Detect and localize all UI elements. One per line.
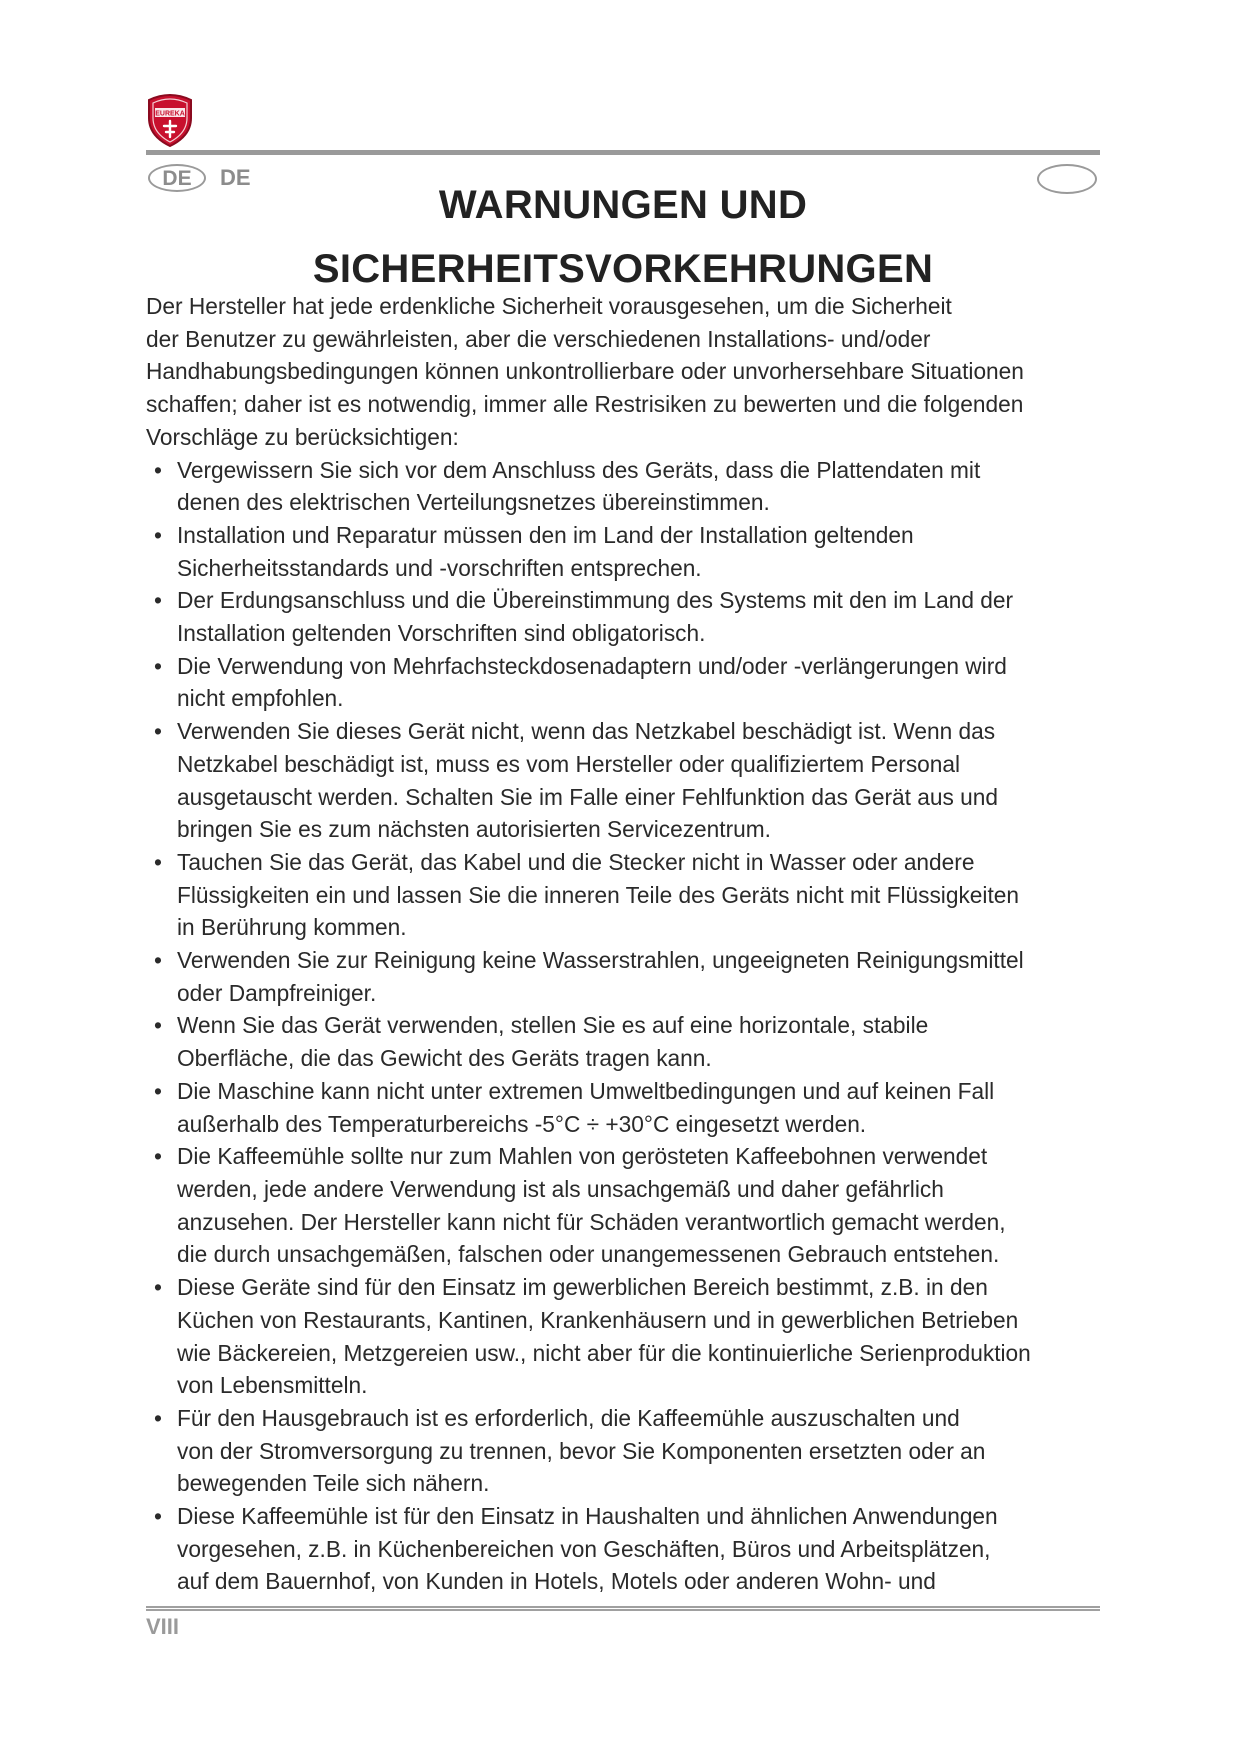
item-line: werden, jede andere Verwendung ist als unsachgemäß und daher gefährlich	[177, 1175, 944, 1202]
item-line: denen des elektrischen Verteilungsnetzes übereinstimmen.	[177, 489, 770, 516]
warning-list	[146, 454, 1106, 1599]
document-body	[146, 290, 1106, 1598]
logo-brand-text: EUREKA	[155, 110, 185, 118]
item-line: die durch unsachgemäßen, falschen oder unangemessenen Gebrauch entstehen.	[177, 1241, 1000, 1268]
bullet-icon: •	[154, 1077, 162, 1104]
warning-item	[146, 1075, 1106, 1140]
title-line-2: SICHERHEITSVORKEHRUNGEN	[312, 247, 934, 291]
warning-item	[146, 944, 1106, 1009]
item-line: Tauchen Sie das Gerät, das Kabel und die Stecker nicht in Wasser oder andere	[177, 848, 975, 875]
item-line: Diese Kaffeemühle ist für den Einsatz in Haushalten und ähnlichen Anwendungen	[177, 1503, 998, 1530]
item-line: Oberfläche, die das Gewicht des Geräts tragen kann.	[177, 1045, 712, 1072]
bullet-icon: •	[154, 947, 162, 974]
item-line: Vergewissern Sie sich vor dem Anschluss des Geräts, dass die Plattendaten mit	[177, 456, 981, 483]
item-line: Netzkabel beschädigt ist, muss es vom Hersteller oder qualifiziertem Personal	[177, 750, 961, 777]
item-line: Verwenden Sie zur Reinigung keine Wasserstrahlen, ungeeigneten Reinigungsmittel	[177, 947, 1024, 974]
item-line: Für den Hausgebrauch ist es erforderlich, die Kaffeemühle auszuschalten und	[177, 1404, 960, 1431]
warning-item	[146, 454, 1106, 519]
page-number: VIII	[146, 1614, 180, 1639]
warning-item	[146, 1402, 1106, 1500]
item-line: Diese Geräte sind für den Einsatz im gewerblichen Bereich bestimmt, z.B. in den	[177, 1274, 988, 1301]
warning-item	[146, 846, 1106, 944]
item-line: Die Maschine kann nicht unter extremen Umweltbedingungen und auf keinen Fall	[177, 1077, 995, 1104]
item-line: auf dem Bauernhof, von Kunden in Hotels, Motels oder anderen Wohn- und	[177, 1568, 936, 1595]
warning-item	[146, 650, 1106, 715]
item-line: Installation geltenden Vorschriften sind obligatorisch.	[177, 620, 706, 647]
warning-item	[146, 584, 1106, 649]
footer-rule	[146, 1606, 1100, 1611]
warning-item	[146, 1500, 1106, 1598]
intro-line: Handhabungsbedingungen können unkontrollierbare oder unvorhersehbare Situationen	[146, 358, 1024, 385]
item-line: Wenn Sie das Gerät verwenden, stellen Sie es auf eine horizontale, stabile	[177, 1012, 929, 1039]
bullet-icon: •	[154, 456, 162, 483]
intro-line: schaffen; daher ist es notwendig, immer alle Restrisiken zu bewerten und die folgenden	[146, 391, 1024, 418]
warning-item	[146, 519, 1106, 584]
item-line: Flüssigkeiten ein und lassen Sie die inneren Teile des Geräts nicht mit Flüssigkeiten	[177, 881, 1019, 908]
intro-line: der Benutzer zu gewährleisten, aber die verschiedenen Installations- und/oder	[146, 325, 931, 352]
item-line: bewegenden Teile sich nähern.	[177, 1470, 490, 1497]
title-line-1: WARNUNGEN UND	[438, 183, 808, 227]
item-line: nicht empfohlen.	[177, 685, 344, 712]
warning-item	[146, 715, 1106, 846]
item-line: wie Bäckereien, Metzgereien usw., nicht aber für die kontinuierliche Serienproduktion	[177, 1339, 1031, 1366]
item-line: Installation und Reparatur müssen den im Land der Installation geltenden	[177, 521, 914, 548]
item-line: Die Kaffeemühle sollte nur zum Mahlen von gerösteten Kaffeebohnen verwendet	[177, 1143, 988, 1170]
item-line: von der Stromversorgung zu trennen, bevor Sie Komponenten ersetzten oder an	[177, 1437, 986, 1464]
item-line: bringen Sie es zum nächsten autorisierten Servicezentrum.	[177, 816, 771, 843]
header-rule	[146, 150, 1100, 155]
warning-item	[146, 1140, 1106, 1271]
bullet-icon: •	[154, 848, 162, 875]
item-line: vorgesehen, z.B. in Küchenbereichen von Geschäften, Büros und Arbeitsplätzen,	[177, 1535, 991, 1562]
bullet-icon: •	[154, 1404, 162, 1431]
language-badge: DE	[148, 164, 206, 192]
bullet-icon: •	[154, 587, 162, 614]
item-line: Die Verwendung von Mehrfachsteckdosenadaptern und/oder -verlängerungen wird	[177, 652, 1007, 679]
item-line: anzusehen. Der Hersteller kann nicht für Schäden verantwortlich gemacht werden,	[177, 1208, 1006, 1235]
bullet-icon: •	[154, 1012, 162, 1039]
bullet-icon: •	[154, 1503, 162, 1530]
bullet-icon: •	[154, 521, 162, 548]
bullet-icon: •	[154, 718, 162, 745]
warning-item	[146, 1009, 1106, 1074]
language-label: DE	[220, 165, 251, 190]
item-line: ausgetauscht werden. Schalten Sie im Falle einer Fehlfunktion das Gerät aus und	[177, 783, 999, 810]
intro-paragraph	[146, 290, 1106, 454]
page-title	[146, 173, 1100, 301]
warning-item	[146, 1271, 1106, 1402]
item-line: in Berührung kommen.	[177, 914, 407, 941]
intro-line: Der Hersteller hat jede erdenkliche Sicherheit vorausgesehen, um die Sicherheit	[146, 293, 952, 319]
item-line: oder Dampfreiniger.	[177, 979, 377, 1006]
bullet-icon: •	[154, 1143, 162, 1170]
brand-logo	[145, 92, 195, 148]
bullet-icon: •	[154, 1274, 162, 1301]
item-line: Verwenden Sie dieses Gerät nicht, wenn das Netzkabel beschädigt ist. Wenn das	[177, 718, 996, 745]
eureka-shield-icon	[145, 92, 195, 148]
item-line: außerhalb des Temperaturbereichs -5°C ÷ +30°C eingesetzt werden.	[177, 1110, 867, 1137]
item-line: von Lebensmitteln.	[177, 1372, 368, 1399]
bullet-icon: •	[154, 652, 162, 679]
item-line: Sicherheitsstandards und -vorschriften entsprechen.	[177, 554, 702, 581]
item-line: Der Erdungsanschluss und die Übereinstimmung des Systems mit den im Land der	[177, 587, 1014, 614]
intro-line: Vorschläge zu berücksichtigen:	[146, 423, 459, 450]
item-line: Küchen von Restaurants, Kantinen, Krankenhäusern und in gewerblichen Betrieben	[177, 1306, 1019, 1333]
